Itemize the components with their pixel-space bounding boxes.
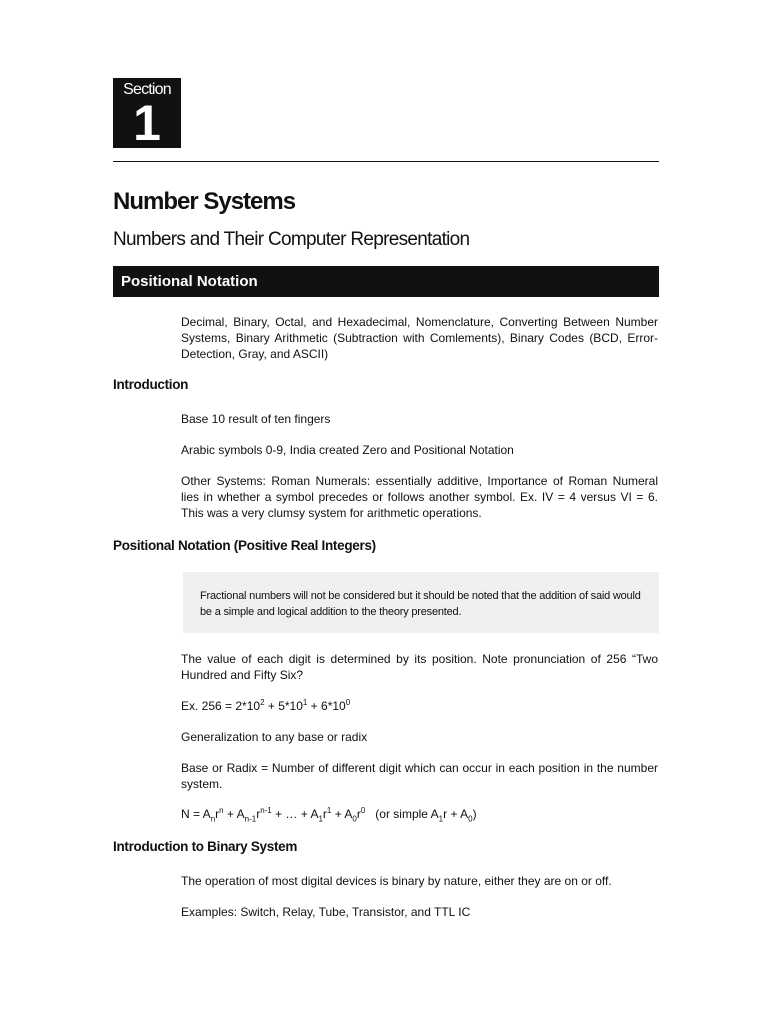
example-equation: Ex. $256 = 2*10^2 + 5*10^1 + 6*10^0$	[181, 698, 351, 713]
intro-paragraph-3: Other Systems: Roman Numerals: essentially additive, Importance of Roman Numeral lies in whether a symbol precedes or follows another symbol. Ex. IV = 4 versus VI = 6. This was a very clumsy system for arithmetic operations.	[181, 474, 658, 520]
topics-paragraph: Decimal, Binary, Octal, and Hexadecimal, Nomenclature, Converting Between Number Systems, Binary Arithmetic (Subtraction with Comlements), Binary Codes (BCD, Error-Detection, Gray, and ASCII)	[181, 315, 658, 361]
note-box	[183, 572, 659, 633]
radix-formula: $N = A_nr^n + A_{n-1}r^{n-1}$ + … + $A_1r^1 + A_0r^0$ (or simple $A_1r + A_0$)	[181, 806, 477, 824]
positional-heading: Positional Notation (Positive Real Integers)	[113, 538, 376, 553]
intro-paragraph-2: Arabic symbols 0-9, India created Zero and Positional Notation	[181, 443, 514, 457]
section-heading-text: Positional Notation	[121, 273, 258, 290]
binary-paragraph-1: The operation of most digital devices is binary by nature, either they are on or off.	[181, 874, 612, 888]
section-heading-bar	[113, 266, 659, 297]
page-subtitle: Numbers and Their Computer Representation	[113, 229, 470, 250]
binary-paragraph-2: Examples: Switch, Relay, Tube, Transistor, and TTL IC	[181, 905, 471, 919]
note-text: Fractional numbers will not be considered but it should be noted that the addition of said would be a simple and logical addition to the theory presented.	[200, 590, 641, 618]
positional-paragraph-1: The value of each digit is determined by its position. Note pronunciation of 256 “Two Hundred and Fifty Six?	[181, 652, 658, 682]
section-number: 1	[133, 95, 161, 151]
binary-heading: Introduction to Binary System	[113, 839, 298, 854]
intro-paragraph-1: Base 10 result of ten fingers	[181, 412, 331, 426]
page-title: Number Systems	[113, 188, 296, 215]
positional-paragraph-2: Generalization to any base or radix	[181, 730, 368, 744]
section-label: Section	[123, 81, 171, 98]
section-badge	[113, 78, 181, 151]
introduction-heading: Introduction	[113, 377, 189, 392]
header-rule	[113, 161, 659, 162]
positional-paragraph-3: Base or Radix = Number of different digit which can occur in each position in the number system.	[181, 761, 658, 791]
